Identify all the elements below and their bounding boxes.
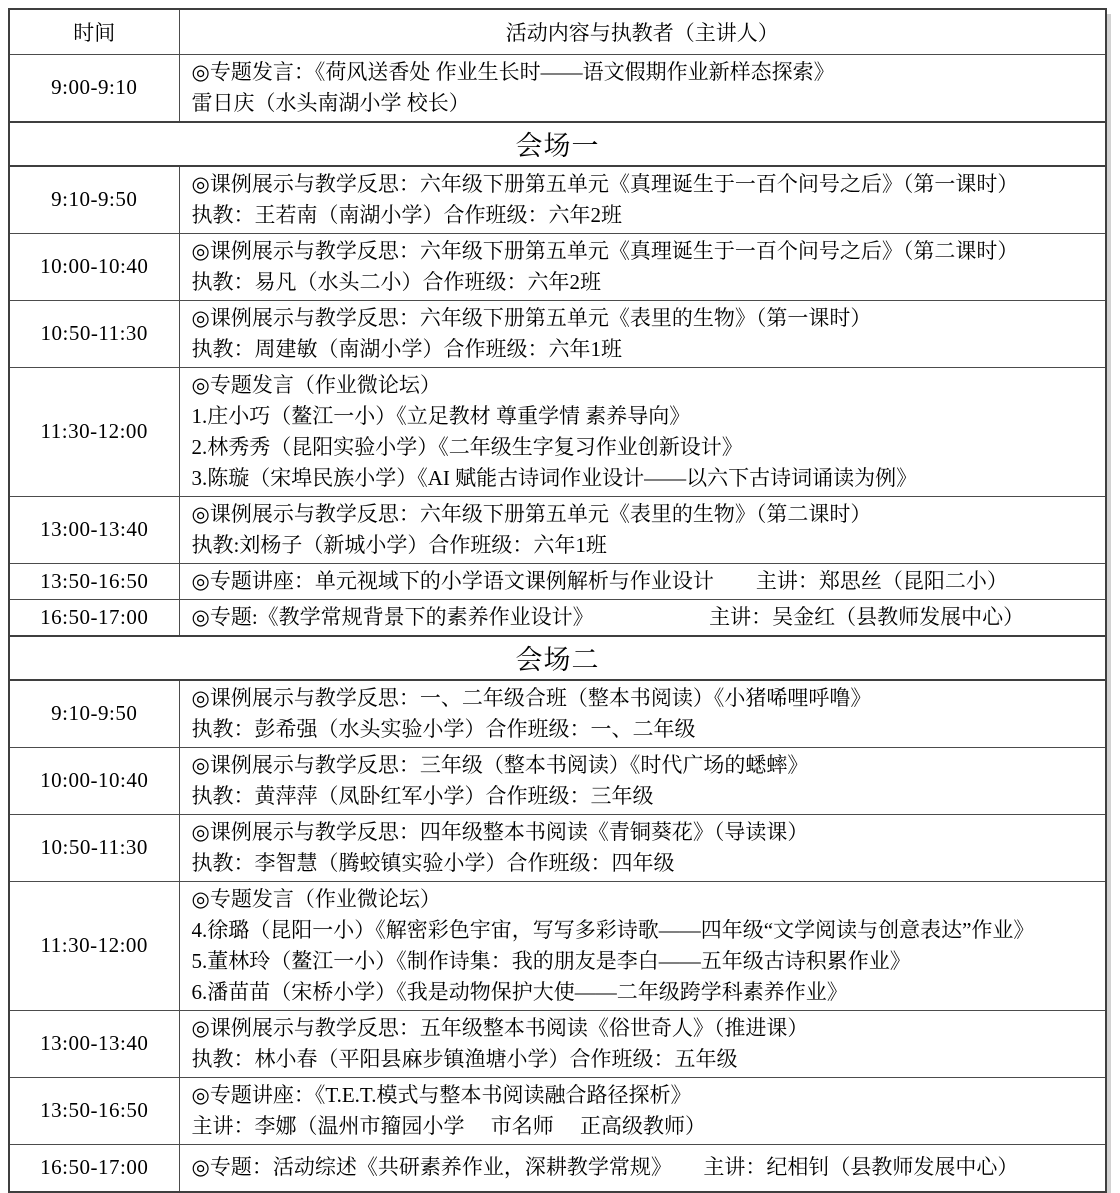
content-line: ◎课例展示与教学反思：五年级整本书阅读《俗世奇人》（推进课） bbox=[191, 1015, 809, 1040]
content-line: 1.庄小巧（鳌江一小）《立足教材 尊重学情 素养导向》 bbox=[191, 403, 691, 428]
time-cell: 13:00-13:40 bbox=[9, 1010, 179, 1077]
time-cell: 9:10-9:50 bbox=[9, 166, 179, 234]
header-time-cell: 时间 bbox=[9, 9, 179, 54]
table-row bbox=[9, 233, 1106, 300]
table-row bbox=[9, 680, 1106, 748]
header-row bbox=[9, 9, 1106, 54]
content-cell bbox=[179, 1010, 1106, 1077]
content-cell bbox=[179, 166, 1106, 234]
content-line: 雷日庆（水头南湖小学 校长） bbox=[191, 90, 470, 115]
content-line: 3.陈璇（宋埠民族小学）《AI 赋能古诗词作业设计——以六下古诗词诵读为例》 bbox=[191, 465, 918, 490]
content-line: 执教：易凡（水头二小）合作班级：六年2班 bbox=[191, 269, 601, 294]
content-cell bbox=[179, 367, 1106, 496]
table-row bbox=[9, 166, 1106, 234]
table-row bbox=[9, 563, 1106, 599]
schedule-table bbox=[8, 8, 1107, 1193]
content-cell bbox=[179, 814, 1106, 881]
content-line: ◎专题发言：《荷风送香处 作业生长时——语文假期作业新样态探索》 bbox=[191, 59, 835, 84]
table-row bbox=[9, 367, 1106, 496]
time-cell: 9:10-9:50 bbox=[9, 680, 179, 748]
time-cell: 9:00-9:10 bbox=[9, 54, 179, 122]
content-cell bbox=[179, 747, 1106, 814]
content-line: 4.徐璐（昆阳一小）《解密彩色宇宙，写写多彩诗歌——四年级“文学阅读与创意表达”作业》 bbox=[191, 917, 1035, 942]
section-row bbox=[9, 122, 1106, 166]
content-line: ◎课例展示与教学反思：六年级下册第五单元《真理诞生于一百个问号之后》（第二课时） bbox=[191, 238, 1019, 263]
content-cell bbox=[179, 1144, 1106, 1192]
content-line: ◎课例展示与教学反思：三年级（整本书阅读）《时代广场的蟋蟀》 bbox=[191, 752, 809, 777]
content-line: ◎专题讲座：《T.E.T.模式与整本书阅读融合路径探析》 bbox=[191, 1082, 692, 1107]
time-cell: 11:30-12:00 bbox=[9, 881, 179, 1010]
content-line: ◎课例展示与教学反思：六年级下册第五单元《表里的生物》（第一课时） bbox=[191, 305, 872, 330]
content-cell bbox=[179, 563, 1106, 599]
table-row bbox=[9, 881, 1106, 1010]
content-line: 执教：李智慧（腾蛟镇实验小学）合作班级：四年级 bbox=[191, 850, 675, 875]
table-row bbox=[9, 1077, 1106, 1144]
table-row bbox=[9, 300, 1106, 367]
time-cell: 16:50-17:00 bbox=[9, 599, 179, 636]
table-row bbox=[9, 54, 1106, 122]
content-cell bbox=[179, 599, 1106, 636]
header-content-cell: 活动内容与执教者（主讲人） bbox=[179, 9, 1106, 54]
table-row bbox=[9, 599, 1106, 636]
table-row bbox=[9, 496, 1106, 563]
content-cell bbox=[179, 1077, 1106, 1144]
content-line: 执教：彭希强（水头实验小学）合作班级：一、二年级 bbox=[191, 716, 696, 741]
content-cell bbox=[179, 496, 1106, 563]
content-line: 执教：林小春（平阳县麻步镇渔塘小学）合作班级：五年级 bbox=[191, 1046, 738, 1071]
section-header: 会场二 bbox=[9, 636, 1106, 680]
time-cell: 13:00-13:40 bbox=[9, 496, 179, 563]
time-cell: 16:50-17:00 bbox=[9, 1144, 179, 1192]
content-line: 执教:刘杨子（新城小学）合作班级：六年1班 bbox=[191, 532, 607, 557]
content-cell bbox=[179, 680, 1106, 748]
time-cell: 13:50-16:50 bbox=[9, 563, 179, 599]
content-line: 2.林秀秀（昆阳实验小学）《二年级生字复习作业创新设计》 bbox=[191, 434, 743, 459]
content-line: 5.董林玲（鳌江一小）《制作诗集：我的朋友是李白——五年级古诗积累作业》 bbox=[191, 948, 911, 973]
content-line: ◎课例展示与教学反思：一、二年级合班（整本书阅读）《小猪唏哩呼噜》 bbox=[191, 685, 872, 710]
content-cell bbox=[179, 881, 1106, 1010]
content-line: 执教：周建敏（南湖小学）合作班级：六年1班 bbox=[191, 336, 622, 361]
table-row bbox=[9, 747, 1106, 814]
table-row bbox=[9, 1010, 1106, 1077]
time-cell: 10:00-10:40 bbox=[9, 747, 179, 814]
content-line: ◎专题发言（作业微论坛） bbox=[191, 886, 441, 911]
content-cell bbox=[179, 233, 1106, 300]
table-row bbox=[9, 1144, 1106, 1192]
content-line: 执教：王若南（南湖小学）合作班级：六年2班 bbox=[191, 202, 622, 227]
time-cell: 10:50-11:30 bbox=[9, 814, 179, 881]
content-line: 6.潘苗苗（宋桥小学）《我是动物保护大使——二年级跨学科素养作业》 bbox=[191, 979, 848, 1004]
section-row bbox=[9, 636, 1106, 680]
content-line: ◎专题:《教学常规背景下的素养作业设计》 主讲：吴金红（县教师发展中心） bbox=[191, 604, 1025, 629]
table-row bbox=[9, 814, 1106, 881]
section-header: 会场一 bbox=[9, 122, 1106, 166]
content-cell bbox=[179, 300, 1106, 367]
content-line: ◎专题发言（作业微论坛） bbox=[191, 372, 441, 397]
content-line: ◎专题讲座：单元视域下的小学语文课例解析与作业设计 主讲：郑思丝（昆阳二小） bbox=[191, 568, 1008, 593]
time-cell: 10:00-10:40 bbox=[9, 233, 179, 300]
content-cell bbox=[179, 54, 1106, 122]
content-line: 执教：黄萍萍（凤卧红军小学）合作班级：三年级 bbox=[191, 783, 654, 808]
time-cell: 10:50-11:30 bbox=[9, 300, 179, 367]
content-line: ◎课例展示与教学反思：六年级下册第五单元《真理诞生于一百个问号之后》（第一课时） bbox=[191, 171, 1019, 196]
time-cell: 13:50-16:50 bbox=[9, 1077, 179, 1144]
time-cell: 11:30-12:00 bbox=[9, 367, 179, 496]
content-line: 主讲：李娜（温州市籀园小学 市名师 正高级教师） bbox=[191, 1113, 706, 1138]
content-line: ◎课例展示与教学反思：六年级下册第五单元《表里的生物》（第二课时） bbox=[191, 501, 872, 526]
content-line: ◎课例展示与教学反思：四年级整本书阅读《青铜葵花》（导读课） bbox=[191, 819, 809, 844]
content-line: ◎专题：活动综述《共研素养作业，深耕教学常规》 主讲：纪相钊（县教师发展中心） bbox=[191, 1155, 1019, 1180]
